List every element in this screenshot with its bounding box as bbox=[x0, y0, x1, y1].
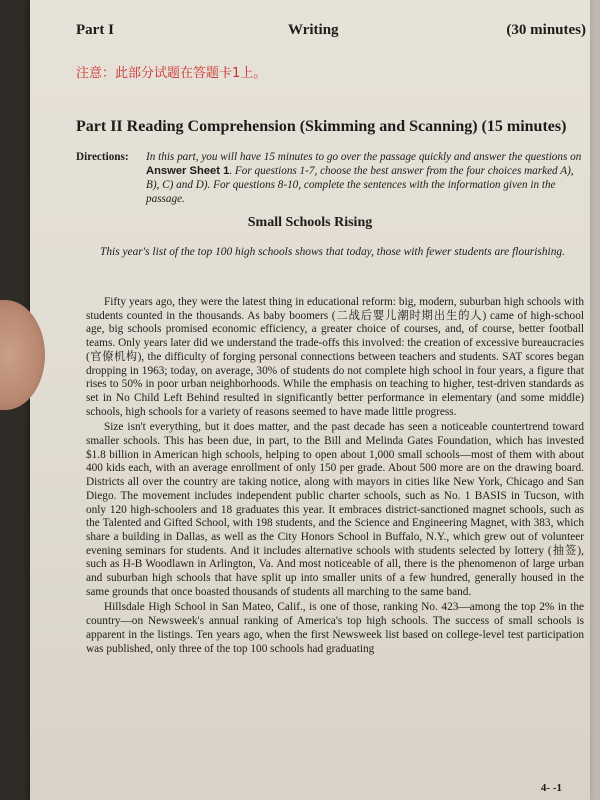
directions-text-before: In this part, you will have 15 minutes to go over the passage quickly and answer the questions on bbox=[146, 151, 582, 163]
part2-heading: Part II Reading Comprehension (Skimming and Scanning) (15 minutes) bbox=[76, 118, 567, 135]
part1-label: Part I bbox=[76, 22, 114, 38]
exam-page bbox=[30, 0, 590, 800]
answer-sheet-ref: Answer Sheet 1 bbox=[146, 165, 230, 177]
article-title: Small Schools Rising bbox=[247, 215, 373, 230]
directions-label: Directions: bbox=[76, 151, 129, 163]
paragraph-2: Size isn't everything, but it does matter, and the past decade has seen a noticeable countertrend toward smaller schools. This has been due, in part, to the Bill and Melinda Gates Foundation, which has invested $1.8 billion in American high schools, helping to open about 1,000 small schools—most of them with about 400 kids each, with an average enrollment of only 150 per grade. About 500 more are on the drawing board. Districts all over the country are taking notice, along with mayors in cities like New York, Chicago and San Diego. The movement includes independent public charter schools, such as No. 1 BASIS in Tucson, with only 120 high-schoolers and 18 graduates this year. It embraces district-sanctioned magnet schools, such as the Talented and Gifted School, with 198 students, and the Science and Engineering Magnet, with 383, which share a building in Dallas, as well as the City Honors School in Buffalo, N.Y., which grew out of volunteer evening seminars for students. And it includes alternative schools with students selected by lottery (抽签), such as H-B Woodlawn in Arlington, Va. And most noticeable of all, there is the phenomenon of large urban and suburban high schools that have split up into smaller units of a few hundred, generally housed in the same grounds that once boasted thousands of students all marching to the same band. bbox=[86, 421, 584, 598]
answer-sheet-notice: 注意：此部分试题在答题卡1上。 bbox=[76, 66, 267, 81]
article-body bbox=[86, 296, 584, 658]
paragraph-3: Hillsdale High School in San Mateo, Calif., is one of those, ranking No. 423—among the top 2% in the country—on Newsweek's annual ranking of America's top high schools. The success of small schools is apparent in the listings. Ten years ago, when the first Newsweek list based on college-level test participation was published, only three of the top 100 schools had graduating bbox=[86, 601, 584, 655]
part1-time: (30 minutes) bbox=[506, 22, 586, 38]
directions-text bbox=[146, 150, 586, 206]
page-number: 4- -1 bbox=[540, 782, 562, 794]
paragraph-1: Fifty years ago, they were the latest thing in educational reform: big, modern, suburban high schools with students counted in the thousands. As baby boomers (二战后婴儿潮时期出生的人) came of high-school age, big schools promised economic efficiency, a greater choice of courses, and, of course, better football teams. Only years later did we understand the trade-offs this involved: the creation of excessive bureaucracies (官僚机构), the difficulty of forging personal connections between teachers and students. SAT scores began dropping in 1963; today, on average, 30% of students do not complete high school in four years, a figure that rises to 50% in poor urban neighborhoods. While the emphasis on teaching to higher, test-driven standards as set in No Child Left Behind resulted in significantly better performance in elementary (and some middle) schools, high schools for a variety of reasons seemed to have made little progress. bbox=[86, 296, 584, 418]
article-lead: This year's list of the top 100 high schools shows that today, those with fewer students are flourishing. bbox=[100, 246, 565, 258]
directions-text-after: . For questions 1-7, choose the best answer from the four choices marked A), B), C) and D). For questions 8-10, complete the sentences with the information given in the passage. bbox=[146, 165, 574, 205]
directions-block bbox=[76, 150, 586, 206]
part1-section: Writing bbox=[288, 22, 339, 38]
